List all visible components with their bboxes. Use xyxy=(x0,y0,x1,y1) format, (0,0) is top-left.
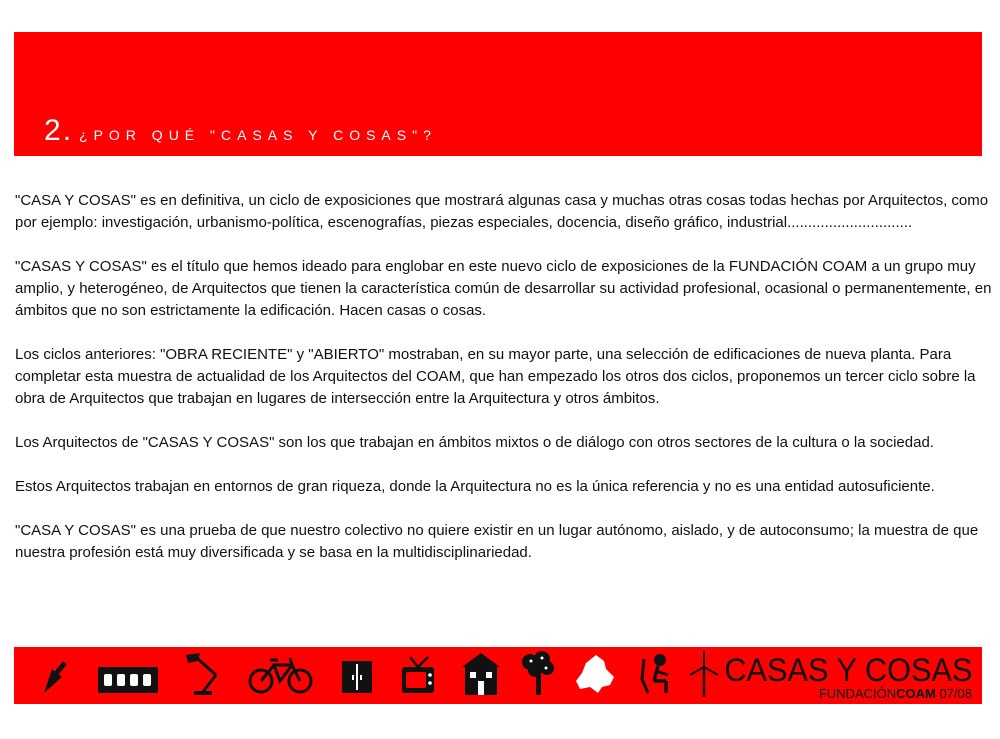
trowel-icon xyxy=(38,657,74,695)
section-number: 2 xyxy=(44,114,61,147)
house-icon xyxy=(462,653,500,695)
section-title xyxy=(44,114,437,148)
tree-icon xyxy=(520,651,556,695)
television-icon xyxy=(400,655,436,695)
header-band xyxy=(14,32,982,156)
desk-lamp-icon xyxy=(184,653,224,697)
paragraph: "CASA Y COSAS" es en definitiva, un ciclo de exposiciones que mostrará algunas casa y muchas otras cosas todas hechas por Arquitectos, como por ejemplo: investigación, urbanismo-política, escenografías, piezas especiales, docencia, diseño gráfico, industrial.............................. xyxy=(15,192,989,231)
radiator-icon xyxy=(98,667,158,693)
brand-title: CASAS Y COSAS xyxy=(723,652,972,688)
bicycle-icon xyxy=(248,655,314,695)
paragraph: "CASA Y COSAS" es una prueba de que nuestro colectivo no quiere existir en un lugar autónomo, aislado, y de autoconsumo; la muestra de que nuestra profesión está muy diversificada y se basa en la multidisciplinariedad. xyxy=(15,522,979,561)
section-heading: ¿POR QUÉ "CASAS Y COSAS"? xyxy=(79,127,437,143)
footer-band xyxy=(14,647,982,704)
paragraph: Los ciclos anteriores: "OBRA RECIENTE" y "ABIERTO" mostraban, en su mayor parte, una selección de edificaciones de nueva planta. Para completar esta muestra de actualidad de los Arquitectos del COAM, que han empezado los otros dos ciclos, proponemos un tercer ciclo sobre la obra de Arquitectos que trabajan en lugares de intersección entre la Arquitectura y otros ámbitos. xyxy=(15,346,976,407)
section-number-dot: . xyxy=(62,114,72,147)
body-text xyxy=(15,190,995,586)
brand-subtitle xyxy=(714,687,972,701)
paragraph: Estos Arquitectos trabajan en entornos de gran riqueza, donde la Arquitectura no es la única referencia y no es una entidad autosuficiente. xyxy=(15,478,935,495)
brand-logo xyxy=(714,653,972,701)
brand-sub-bold: COAM xyxy=(896,686,936,701)
brand-sub-prefix: FUNDACIÓN xyxy=(818,686,897,701)
paragraph: "CASAS Y COSAS" es el título que hemos ideado para englobar en este nuevo ciclo de exposiciones de la FUNDACIÓN COAM a un grupo muy amplio, y heterogéneo, de Arquitectos que tienen la característica común de desarrollar su actividad profesional, ocasional o permanentemente, en ámbitos que no son estrictamente la edificación. Hacen casas o cosas. xyxy=(15,258,992,319)
paragraph: Los Arquitectos de "CASAS Y COSAS" son los que trabajan en ámbitos mixtos o de diálogo con otros sectores de la cultura o la sociedad. xyxy=(15,434,934,451)
brand-sub-suffix: 07/08 xyxy=(935,686,972,701)
sitting-person-icon xyxy=(634,653,678,697)
cabinet-icon xyxy=(342,661,372,693)
map-icon xyxy=(576,655,616,693)
